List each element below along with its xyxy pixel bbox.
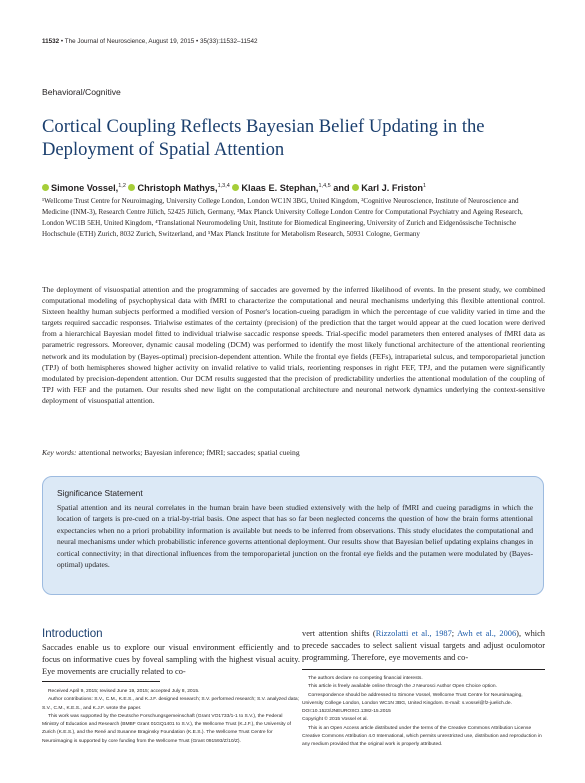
introduction-column-left: Saccades enable us to explore our visual environment efficiently and to focus on informative cues by foveal sampling with the highest visual acuity. Eye movements are crucially related to co-: [42, 643, 300, 676]
significance-body: Spatial attention and its neural correlates in the human brain have been studied extensively with the help of fMRI and cueing paradigms in which the location of targets is pre-cued on a trial-by-trial basis. One aspect that has so far been neglected concerns the question of how the brain forms attentional expectancies when no a priori probability information is available but needs to be inferred from observations. This study elucidates the computational and neural mechanisms under which probabilistic inference governs attentional deployment. Our results show that Bayesian belief updating explains changes in cortical connectivity; in that directional influences from the temporoparietal junction on the frontal eye fields and the putamen were modulated by (Bayes-optimal) updates.: [57, 503, 533, 570]
footnote-divider: [42, 681, 160, 682]
footnote-competing-interests: The authors declare no competing financial interests.: [308, 676, 423, 681]
orcid-icon[interactable]: [42, 184, 49, 191]
author-affiliation-marks: 1,4,5: [318, 183, 331, 189]
author-affiliation-marks: 1,3,4: [217, 183, 230, 189]
footnote-license: This is an Open Access article distributed under the terms of the Creative Commons Attribution License Creative Commons Attribution 4.0 International, which permits unrestricted use, distribution and reproduction in any medium provided that the original work is properly attributed.: [302, 725, 542, 748]
abstract: The deployment of visuospatial attention and the programming of saccades are governed by the inferred likelihood of events. In the present study, we combined computational modeling of psychophysical data with fMRI to characterize the computational and neural mechanisms underlying this flexible attentional control. Sixteen healthy human subjects performed a modified version of Posner's location-cueing paradigm in which the percentage of cue validity varied in time and the targets required saccadic responses. Trialwise estimates of the certainty (precision) of the prediction that the target would appear at the cued location were derived from a hierarchical Bayesian model fitted to individual trialwise saccadic response speeds. Trial-specific model parameters then entered analyses of fMRI data as parametric regressors. Moreover, dynamic causal modeling (DCM) was performed to identify the most likely functional architecture of the attentional reorienting network and its modulation by (Bayes-optimal) precision-dependent attention. While the frontal eye fields (FEFs), intraparietal sulcus, and temporoparietal junction (TPJ) of both hemispheres showed higher activity on invalid relative to valid trials, reorienting responses in right FEF, TPJ, and the putamen were significantly modulated by precision-dependent attention. Our DCM results suggested that the precision of predictability underlies the attentional modulation of the coupling of TPJ with FEF and the putamen. Our results shed new light on the computational architecture and neuronal network dynamics underlying the context-sensitive deployment of visuospatial attention.: [42, 285, 545, 405]
orcid-icon[interactable]: [128, 184, 135, 191]
section-label: Behavioral/Cognitive: [42, 87, 121, 97]
citation-link[interactable]: Awh et al., 2006: [457, 629, 517, 638]
footnote-divider: [302, 669, 545, 670]
footnotes-right: [302, 675, 545, 750]
author-affiliation-marks: 1: [422, 183, 427, 189]
significance-statement-box: [42, 476, 544, 595]
footnote-copyright: Copyright © 2015 Vossel et al.: [302, 717, 368, 723]
introduction-heading: Introduction: [42, 627, 103, 640]
volume-pages: 35(33):11532–11542: [200, 38, 258, 45]
author-name: Christoph Mathys,: [137, 183, 218, 194]
page-number: 11532: [42, 38, 60, 45]
footnote-doi: DOI:10.1523/JNEUROSCI.1382-15.2015: [302, 709, 391, 715]
affiliations: ¹Wellcome Trust Centre for Neuroimaging, University College London, London WC1N 3BG, United Kingdom, ²Cognitive Neuroscience, Institute of Neuroscience and Medicine (INM-3), Research Centre Jülich, 52425 Jülich, Germany, ³Max Planck University College London Centre for Computational Psychiatry and Ageing Research, London WC1B 5EH, United Kingdom, ⁴Translational Neuromodeling Unit, Institute for Biomedical Engineering, University of Zurich and Eidgenössische Technische Hochschule (ETH) Zurich, 8032 Zurich, Switzerland, and ⁵Max Planck Institute for Metabolism Research, 50931 Cologne, Germany: [42, 197, 523, 239]
footnote-correspondence: Correspondence should be addressed to Simone Vossel, Wellcome Trust Centre for Neuroimaging, University College London, London WC1N 3BG, United Kingdom. E-mail: s.vossel@fz-juelich.de.: [302, 692, 523, 706]
author-list: [42, 183, 426, 193]
footnote-dates: Received April 9, 2015; revised June 19, 2015; accepted July 8, 2015.: [48, 689, 200, 694]
running-header: 11532 • The Journal of Neuroscience, August 19, 2015 • 35(33):11532–11542: [42, 38, 258, 45]
orcid-icon[interactable]: [232, 184, 239, 191]
footnotes-left: [42, 688, 300, 746]
footnote-funding: This work was supported by the Deutsche Forschungsgemeinschaft (Grant VO1733/1-1 to S.V.), the Federal Ministry of Education and Research (BMBF Grant 01GQ1401 to S.V.), the Wellcome Trust (K.J.F.), the University of Zurich (K.E.S.), and the René and Susanne Braginsky Foundation (K.E.S.). The Wellcome Trust Centre for Neuroimaging is supported by core funding from the Wellcome Trust (Grant 091593/Z/10/Z).: [42, 713, 291, 744]
author-name: Karl J. Friston: [361, 183, 423, 194]
article-title: Cortical Coupling Reflects Bayesian Belief Updating in the Deployment of Spatial Attention: [42, 116, 485, 160]
keywords: [42, 448, 545, 457]
author-name: Simone Vossel,: [51, 183, 119, 194]
citation-link[interactable]: Rizzolatti et al., 1987: [375, 629, 452, 638]
author-affiliation-marks: 1,2: [118, 183, 126, 189]
author-name: Klaas E. Stephan,: [241, 183, 319, 194]
introduction-column-right: [302, 628, 545, 664]
journal-name: The Journal of Neuroscience, August 19, 2015: [64, 38, 195, 45]
footnote-contributions: Author contributions: S.V., C.M., K.E.S., and K.J.F. designed research; S.V. performed research; S.V. analyzed data; S.V., C.M., K.E.S., and K.J.F. wrote the paper.: [42, 697, 299, 711]
intro-text: ), which precede saccades to select salient visual targets and adjust oculomotor programming. Therefore, eye movements and co-: [302, 629, 545, 662]
keywords-text: attentional networks; Bayesian inference; fMRI; saccades; spatial cueing: [78, 448, 300, 457]
orcid-icon[interactable]: [352, 184, 359, 191]
footnote-open-access: This article is freely available online through the J Neurosci Author Open Choice option.: [308, 684, 497, 690]
author-conjunction: and: [333, 183, 350, 194]
significance-title: Significance Statement: [57, 488, 143, 498]
keywords-label: Key words:: [42, 448, 77, 457]
intro-text: ;: [451, 629, 458, 638]
intro-text: vert attention shifts (: [302, 629, 376, 638]
